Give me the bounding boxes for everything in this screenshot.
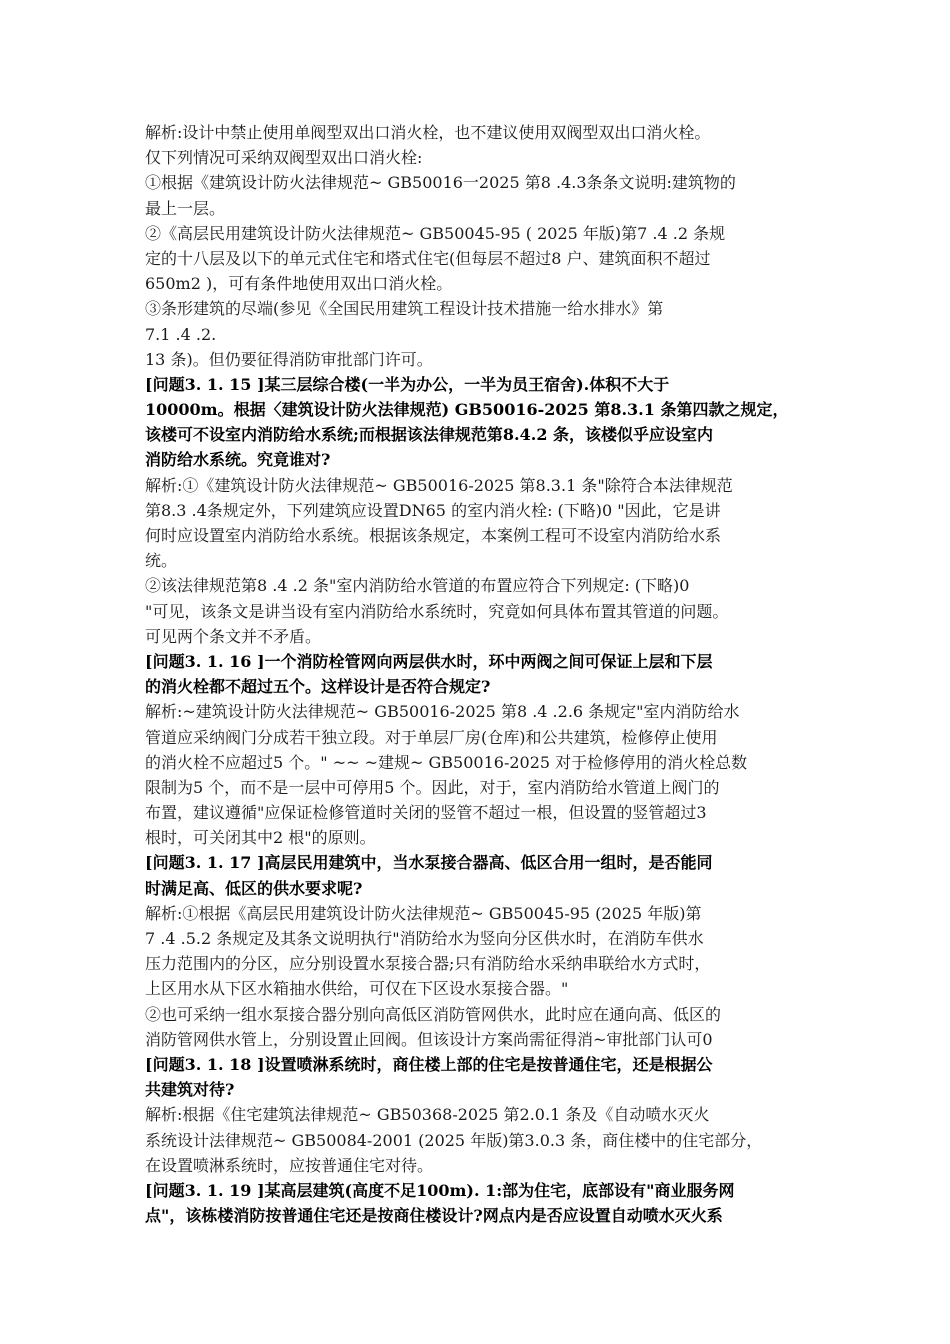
- text-line: 解析:设计中禁止使用单阀型双出口消火栓，也不建议使用双阀型双出口消火栓。: [145, 123, 711, 142]
- question-line: [问题3. 1. 17 ]高层民用建筑中，当水泵接合器高、低区合用一组时，是否能同: [145, 853, 713, 873]
- document-body: [145, 120, 805, 1228]
- text-line: 系统设计法律规范~ GB50084-2001 (2025 年版)第3.0.3 条，商住楼中的住宅部分，: [145, 1130, 763, 1150]
- text-line: 最上一层。: [145, 198, 226, 218]
- text-line: ①根据《建筑设计防火法律规范~ GB50016一2025 第8 .4.3条条文说明:建筑物的: [145, 173, 736, 193]
- question-line: [问题3. 1. 16 ]一个消防栓管网向两层供水时，环中两阀之间可保证上层和下层: [145, 651, 713, 671]
- question-line: 共建筑对待?: [145, 1080, 235, 1100]
- text-line: 第8.3 .4条规定外，下列建筑应设置DN65 的室内消火栓: (下略)0 "因此，它是讲: [145, 500, 721, 520]
- text-line: 限制为5 个，而不是一层中可停用5 个。因此，对于，室内消防给水管道上阀门的: [145, 777, 720, 797]
- text-line: 布置，建议遵循"应保证检修管道时关闭的竖管不超过一根，但设置的竖管超过3: [145, 803, 707, 823]
- text-line: "可见，该条文是讲当设有室内消防给水系统时，究竟如何具体布置其管道的问题。: [145, 601, 729, 621]
- text-line: 管道应采纳阀门分成若干独立段。对于单层厂房(仓库)和公共建筑，检修停止使用: [145, 727, 718, 747]
- question-line: 该楼可不设室内消防给水系统;而根据该法律规范第8.4.2 条，该楼似乎应设室内: [145, 425, 714, 445]
- text-line: 解析:根据《住宅建筑法律规范~ GB50368-2025 第2.0.1 条及《自动喷水灭火: [145, 1105, 710, 1125]
- text-line: 7 .4 .5.2 条规定及其条文说明执行"消防给水为竖向分区供水时，在消防车供水: [145, 929, 704, 948]
- text-line: 压力范围内的分区，应分别设置水泵接合器;只有消防给水采纳串联给水方式时，: [145, 954, 711, 974]
- question-line: 的消火栓都不超过五个。这样设计是否符合规定?: [145, 677, 491, 697]
- text-line: 解析:①《建筑设计防火法律规范~ GB50016-2025 第8.3.1 条"除符合本法律规范: [145, 475, 733, 495]
- text-line: 解析:①根据《高层民用建筑设计防火法律规范~ GB50045-95 (2025 年版)第: [145, 903, 702, 923]
- question-line: 消防给水系统。究竟谁对?: [145, 450, 331, 470]
- text-line: 可见两个条文并不矛盾。: [145, 626, 322, 646]
- text-line: 的消火栓不应超过5 个。" ~~ ~建规~ GB50016-2025 对于检修停用的消火栓总数: [145, 752, 748, 772]
- text-line: 13 条)。但仍要征得消防审批部门许可。: [145, 349, 433, 369]
- question-line: [问题3. 1. 18 ]设置喷淋系统时，商住楼上部的住宅是按普通住宅，还是根据公: [145, 1054, 713, 1074]
- text-line: 统。: [145, 551, 178, 571]
- text-line: 何时应设置室内消防给水系统。根据该条规定，本案例工程可不设室内消防给水系: [145, 526, 722, 545]
- text-line: 消防管网供水管上，分别设置止回阀。但该设计方案尚需征得消~审批部门认可0: [145, 1029, 713, 1049]
- text-line: 上区用水从下区水箱抽水供给，可仅在下区设水泵接合器。": [145, 979, 569, 999]
- text-line: 仅下列情况可采纳双阀型双出口消火栓:: [145, 148, 423, 168]
- text-line: 定的十八层及以下的单元式住宅和塔式住宅(但每层不超过8 户、建筑面积不超过: [145, 248, 711, 268]
- question-line: 点"，该栋楼消防按普通住宅还是按商住楼设计?网点内是否应设置自动喷水灭火系: [145, 1206, 723, 1226]
- text-line: 7.1 .4 .2.: [145, 324, 217, 344]
- question-line: [问题3. 1. 19 ]某高层建筑(高度不足100m). 1:部为住宅，底部设有"商业服务网: [145, 1180, 735, 1200]
- text-line: 根时，可关闭其中2 根"的原则。: [145, 828, 376, 848]
- text-line: ③条形建筑的尽端(参见《全国民用建筑工程设计技术措施一给水排水》第: [145, 299, 664, 319]
- text-line: 650m2 )，可有条件地使用双出口消火栓。: [145, 274, 453, 294]
- question-line: 10000m。根据〈建筑设计防火法律规范) GB50016-2025 第8.3.1 条第四款之规定，: [145, 400, 789, 420]
- text-line: 在设置喷淋系统时，应按普通住宅对待。: [145, 1155, 434, 1175]
- text-line: ②也可采纳一组水泵接合器分别向高低区消防管网供水，此时应在通向高、低区的: [145, 1004, 722, 1024]
- text-line: ②该法律规范第8 .4 .2 条"室内消防给水管道的布置应符合下列规定: (下略)0: [145, 576, 690, 596]
- text-line: ②《高层民用建筑设计防火法律规范~ GB50045-95 ( 2025 年版)第7 .4 .2 条规: [145, 223, 726, 243]
- text-line: 解析:~建筑设计防火法律规范~ GB50016-2025 第8 .4 .2.6 条规定"室内消防给水: [145, 702, 740, 722]
- question-line: 时满足高、低区的供水要求呢?: [145, 878, 363, 898]
- question-line: [问题3. 1. 15 ]某三层综合楼(一半为办公，一半为员王宿舍).体积不大于: [145, 374, 670, 394]
